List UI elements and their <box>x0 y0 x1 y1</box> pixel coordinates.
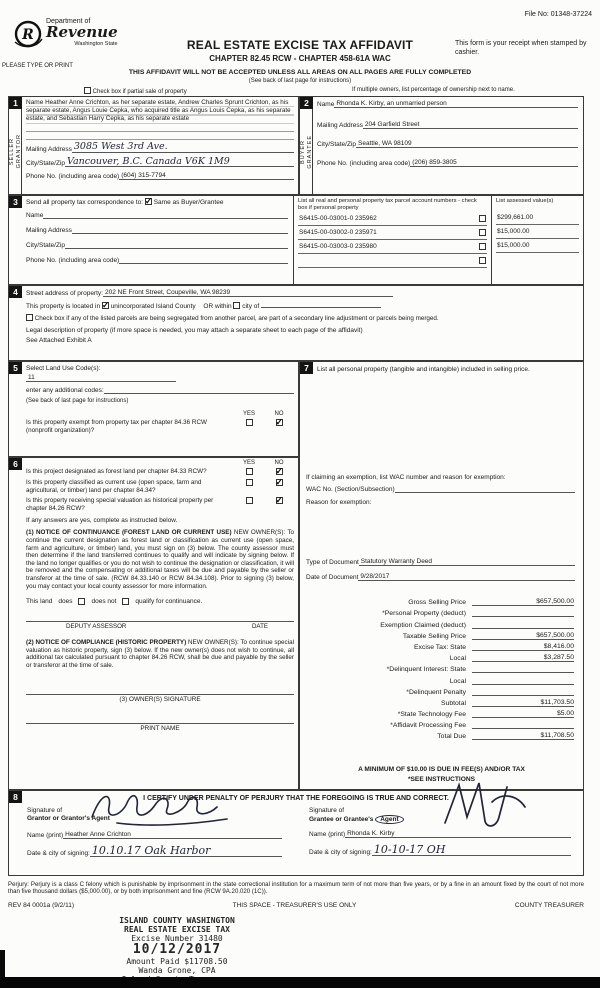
partial-sale-label: Check box if partial sale of property <box>92 89 187 95</box>
fee-value <box>472 620 574 629</box>
current-use-yes-checkbox[interactable] <box>246 479 253 486</box>
seller-name-block <box>26 99 294 140</box>
qualify-label: qualify for continuance. <box>135 598 203 606</box>
grantor-name-row <box>27 831 282 839</box>
parcel-number: S6415-00-03002-0 235971 <box>299 228 377 236</box>
grantee-agent-label: Grantee or Grantee's <box>309 816 374 823</box>
fee-value <box>472 676 574 685</box>
revenue-emblem-icon <box>12 18 44 52</box>
exempt-no-checkbox[interactable] <box>276 419 283 426</box>
corr-csz-row <box>26 241 288 249</box>
no-column-label: NO <box>274 460 284 466</box>
fee-label: Local <box>449 655 466 663</box>
fee-value <box>472 608 574 617</box>
grantee-date-row <box>309 844 571 856</box>
warning-line: THIS AFFIDAVIT WILL NOT BE ACCEPTED UNLESS ALL AREAS ON ALL PAGES ARE FULLY COMPLETED <box>128 69 472 76</box>
county-treasurer-label: COUNTY TREASURER <box>514 902 584 909</box>
fee-table <box>306 595 574 740</box>
scan-bottom-bar <box>0 977 600 988</box>
seller-mailing-value: 3085 West 3rd Ave. <box>72 142 294 153</box>
continuance-row <box>26 598 294 605</box>
section-5-number: 5 <box>9 362 22 374</box>
fee-label: *Affidavit Processing Fee <box>390 722 466 730</box>
wac-row <box>306 485 575 493</box>
perjury-statement: Perjury: Perjury is a class C felony which is punishable by imprisonment in the state correctional institution for a maximum term of not more than five years, or by a fine in an amount fixed by the court of not more than five thousand dollars ($5,000.00), or by both imprisonment and fine (RCW 9A.20.020 (1C)). <box>8 881 584 896</box>
fee-label: Excise Tax: State <box>413 643 466 651</box>
stamp-excise-number: Excise Number 31480 <box>131 934 223 943</box>
rev-form-number: REV 84 0001a (9/2/11) <box>8 902 75 909</box>
fee-row <box>306 696 574 707</box>
treasurer-stamp <box>72 916 282 984</box>
seller-phone-row <box>26 172 294 180</box>
land-use-label: Select Land Use Code(s): <box>26 365 101 372</box>
corr-phone-field[interactable] <box>119 256 288 264</box>
buyer-phone-value: (206) 859-3805 <box>410 159 578 167</box>
additional-codes-row <box>26 386 294 394</box>
city-of-field[interactable] <box>261 301 381 308</box>
forest-land-question <box>26 468 294 476</box>
buyer-phone-label: Phone No. (including area code) <box>317 160 411 167</box>
section-3-box <box>8 195 584 285</box>
does-label: does <box>58 598 73 606</box>
notice-compliance-title: (2) NOTICE OF COMPLIANCE (HISTORIC PROPERTY) <box>26 639 187 647</box>
personal-property-checkbox[interactable] <box>479 229 486 236</box>
legal-description-label: Legal description of property (if more space is needed, you may attach a separate sheet to each page of the affidavit) <box>26 327 363 334</box>
fee-row <box>306 707 574 718</box>
assessed-value-row <box>496 211 579 225</box>
current-use-no-checkbox[interactable] <box>276 479 283 486</box>
corr-mailing-row <box>26 226 288 234</box>
unincorporated-label: unincorporated Island County <box>110 303 196 310</box>
seller-grantor-strip <box>9 109 22 194</box>
dor-logo <box>12 18 118 52</box>
scan-artifact-mark <box>0 950 5 978</box>
footer-row <box>8 902 584 909</box>
fee-label: Subtotal <box>441 699 466 707</box>
svg-text:R: R <box>22 27 34 43</box>
parcel-list <box>293 196 491 284</box>
multi-owner-note: If multiple owners, list percentage of ownership next to name. <box>352 87 515 93</box>
unincorporated-checkbox[interactable] <box>102 302 109 309</box>
fee-label: *State Technology Fee <box>397 711 466 719</box>
land-use-value: 11 <box>26 374 176 382</box>
seller-name-value: Heather Anne Crichton, as her separate estate, Andrew Charles Sprunt Crichton, as his separate estate, Angus Louie Cepka, who acquired title as Angus Louis Cepka, as his separate estate, and Sebastian Harry Cepka, as his separate estate <box>26 99 291 123</box>
located-pre-label: This property is located in <box>26 303 101 310</box>
notice-continuance-body: NEW OWNER(S): To continue the current designation as forest land or classification as current use (open space, farm and agriculture, or timber) land, you must sign on (3) below. The county assessor must then determine if the land transferred continues to qualify and will indicate by signing below. If the land no longer qualifies or you do not wish to continue the designation or classification, it will be removed and the compensating or additional taxes will be due and payable by the seller or transferor at the time of sale. (RCW 84.33.140 or RCW 84.34.108). Prior to signing (3) below, you may contact your local county assessor for more information. <box>26 529 295 590</box>
see-back-note-5: (See back of last page for instructions) <box>26 398 129 404</box>
form-title: REAL ESTATE EXCISE TAX AFFIDAVIT <box>186 38 414 52</box>
corr-name-field[interactable] <box>43 211 288 219</box>
wac-field[interactable] <box>395 485 575 493</box>
corr-csz-field[interactable] <box>65 241 288 249</box>
this-land-label: This land <box>26 598 53 606</box>
notice-continuance-title: (1) NOTICE OF CONTINUANCE (FOREST LAND OR CURRENT USE) <box>26 529 232 537</box>
stamp-treasurer-name: Wanda Grone, CPA <box>138 966 216 975</box>
does-checkbox[interactable] <box>78 598 85 605</box>
buyer-phone-row <box>317 159 578 167</box>
buyer-name-label: Name <box>317 101 335 108</box>
doc-date-value: 9/28/2017 <box>358 573 575 581</box>
city-of-label: city of <box>242 303 260 310</box>
receipt-note: This form is your receipt when stamped by cashier. <box>455 40 587 56</box>
fee-row <box>306 685 574 696</box>
personal-property-checkbox[interactable] <box>479 257 486 264</box>
grantee-strip-label: GRANTEE <box>306 134 313 169</box>
correspondence-fields <box>26 198 288 264</box>
notice-compliance-para <box>26 639 294 669</box>
logo-name-text: Revenue <box>46 23 118 41</box>
seller-name-label: Name <box>26 99 44 106</box>
corr-mailing-label: Mailing Address <box>26 227 72 234</box>
fee-value <box>472 687 574 696</box>
classification-fields <box>26 460 294 732</box>
exempt-yes-checkbox[interactable] <box>246 419 253 426</box>
see-back-note: (See back of last page for instructions) <box>248 78 352 84</box>
section-8-box <box>8 790 584 876</box>
doc-type-label: Type of Document <box>306 559 359 566</box>
corr-name-label: Name <box>26 212 44 219</box>
document-block <box>306 558 575 581</box>
grantee-sig-of-label: Signature of <box>309 807 345 814</box>
legal-description-value: See Attached Exhibit A <box>26 337 92 344</box>
section-7-number: 7 <box>300 362 313 374</box>
grantee-date-label: Date & city of signing: <box>309 849 372 856</box>
form-chapter: CHAPTER 82.45 RCW - CHAPTER 458-61A WAC <box>209 54 391 63</box>
fee-row <box>306 595 574 606</box>
fee-label: Total Due <box>437 733 466 741</box>
see-instructions-note: *SEE INSTRUCTIONS <box>407 776 476 783</box>
section-7-box <box>299 361 584 790</box>
stamp-county-line: ISLAND COUNTY WASHINGTON <box>119 916 235 925</box>
grantee-name-label: Name (print) <box>309 831 346 838</box>
yes-no-header-6 <box>26 460 294 466</box>
fee-value <box>472 720 574 729</box>
assessed-values <box>491 196 583 284</box>
grantee-agent-word: Agent <box>375 815 403 824</box>
grantor-name-value: Heather Anne Crichton <box>63 831 282 839</box>
fee-value: $11,703.50 <box>472 698 574 707</box>
historic-no-checkbox[interactable] <box>276 497 283 504</box>
fee-row <box>306 617 574 628</box>
corr-mailing-field[interactable] <box>72 226 288 234</box>
section-6-number: 6 <box>9 458 22 470</box>
does-not-label: does not <box>91 598 117 606</box>
parcel-list-header: List all real and personal property tax parcel account numbers - check box if personal property <box>298 198 477 211</box>
doc-type-value: Statutory Warranty Deed <box>359 558 575 566</box>
forest-yes-checkbox[interactable] <box>246 468 253 475</box>
minimum-fee-note: A MINIMUM OF $10.00 IS DUE IN FEE(S) AND/OR TAX <box>358 766 525 773</box>
buyer-csz-value: Seattle, WA 98109 <box>356 140 578 148</box>
partial-sale-checkbox[interactable] <box>84 87 91 94</box>
parcel-number: S6415-00-03003-0 235980 <box>299 242 377 250</box>
buyer-mailing-value: 204 Garfield Street <box>363 121 578 129</box>
additional-codes-field[interactable] <box>104 386 294 394</box>
exempt-question-text: Is this property exempt from property tax per chapter 84.36 RCW (nonprofit organization)? <box>26 419 207 434</box>
deputy-assessor-label: DEPUTY ASSESSOR <box>66 623 127 631</box>
parcel-row <box>298 212 487 226</box>
question-text: Is this property receiving special valuation as historical property per chapter 84.26 RCW? <box>26 497 214 512</box>
grantee-name-row <box>309 830 571 838</box>
segregated-label: Check box if any of the listed parcels are being segregated from another parcel, are part of a secondary line adjustment or parcels being merged. <box>34 315 439 322</box>
fee-value: $657,500.00 <box>472 631 574 640</box>
corr-name-row <box>26 211 288 219</box>
parcel-row <box>298 240 487 254</box>
if-yes-note: If any answers are yes, complete as instructed below. <box>26 517 178 525</box>
assessed-header: List assessed value(s) <box>496 198 554 204</box>
forest-no-checkbox[interactable] <box>276 468 283 475</box>
seller-mailing-row <box>26 142 294 153</box>
fee-label: Local <box>449 677 466 685</box>
assessed-value-row <box>496 225 579 239</box>
yes-column-label: YES <box>242 411 255 417</box>
grantor-signature-block <box>27 807 282 857</box>
seller-phone-label: Phone No. (including area code) <box>26 173 120 180</box>
grantor-date-label: Date & city of signing: <box>27 850 90 857</box>
fee-row <box>306 729 574 740</box>
city-checkbox[interactable] <box>233 302 240 309</box>
treasurer-space-label: THIS SPACE - TREASURER'S USE ONLY <box>232 902 357 909</box>
fee-value <box>472 664 574 673</box>
buyer-name-value: Rhonda K. Kirby, an unmarried person <box>334 100 578 108</box>
seller-csz-value: Vancouver, B.C. Canada V6K 1M9 <box>65 157 294 168</box>
section-1-number: 1 <box>9 97 22 109</box>
grantor-date-value: 10.10.17 Oak Harbor <box>90 845 282 857</box>
fee-label: *Delinquent Penalty <box>406 688 466 696</box>
stamp-tax-line: REAL ESTATE EXCISE TAX <box>124 925 230 934</box>
historic-question <box>26 497 294 512</box>
fee-row <box>306 673 574 684</box>
question-text: Is this property classified as current use (open space, farm and agricultural, or timber) land per chapter 84.34? <box>26 479 202 494</box>
grantor-date-row <box>27 845 282 857</box>
section-1-seller-box <box>8 96 299 195</box>
seller-fields <box>26 99 294 180</box>
doc-type-row <box>306 558 575 566</box>
assessed-value: $299,661.00 <box>497 214 534 221</box>
fee-row <box>306 629 574 640</box>
fee-row <box>306 651 574 662</box>
grantor-agent-label: Grantor or Grantor's Agent <box>27 815 110 822</box>
exempt-question-row <box>26 419 294 434</box>
corr-phone-label: Phone No. (including area code) <box>26 257 120 264</box>
buyer-fields <box>317 100 578 167</box>
located-in-row <box>26 301 575 310</box>
assessed-value-row <box>496 239 579 253</box>
grantee-agent-row <box>309 815 571 824</box>
notice-compliance-body: NEW OWNER(S): To continue special valuation as historic property, sign (3) below. If the new owner(s) does not wish to continue, all additional tax calculated pursuant to chapter 84.26 RCW, shall be due and payable by the seller or transferor at the time of sale. <box>26 639 294 669</box>
stamp-amount-paid: Amount Paid $11708.50 <box>126 957 228 966</box>
fee-value: $3,287.50 <box>472 653 574 662</box>
buyer-mailing-label: Mailing Address <box>317 122 363 129</box>
personal-property-label: List all personal property (tangible and intangible) included in selling price. <box>317 366 530 373</box>
certify-statement: I CERTIFY UNDER PENALTY OF PERJURY THAT THE FOREGOING IS TRUE AND CORRECT. <box>143 795 449 802</box>
property-address-fields <box>26 289 575 344</box>
section-6-box <box>8 457 299 790</box>
grantee-signature-block <box>309 807 571 856</box>
doc-date-row <box>306 573 575 581</box>
same-as-buyer-label: Same as Buyer/Grantee <box>153 199 224 206</box>
section-4-box <box>8 285 584 361</box>
section-5-box <box>8 361 299 457</box>
street-address-row <box>26 289 575 297</box>
assessed-value: $15,000.00 <box>497 228 530 235</box>
same-as-buyer-checkbox[interactable] <box>145 198 152 205</box>
grantor-strip-label: GRANTOR <box>15 134 22 169</box>
section-2-buyer-box <box>299 96 584 195</box>
fee-value: $11,708.50 <box>472 731 574 740</box>
exemption-label: If claiming an exemption, list WAC number and reason for exemption: <box>306 474 506 481</box>
corr-phone-row <box>26 256 288 264</box>
fee-row <box>306 606 574 617</box>
seller-phone-value: (604) 315-7794 <box>119 172 294 180</box>
partial-sale-row <box>84 87 187 95</box>
no-column-label: NO <box>274 411 284 417</box>
print-name-label: PRINT NAME <box>140 724 180 732</box>
correspondence-row <box>26 198 288 206</box>
seller-strip-label: SELLER <box>8 137 15 166</box>
land-use-fields <box>26 365 294 434</box>
seller-csz-row <box>26 157 294 168</box>
seller-csz-label: City/State/Zip <box>26 160 66 167</box>
owner-signature-label: (3) OWNER(S) SIGNATURE <box>119 695 201 703</box>
segregated-checkbox[interactable] <box>26 314 33 321</box>
fee-label: Exemption Claimed (deduct) <box>380 621 466 629</box>
yes-column-label: YES <box>242 460 255 466</box>
personal-property-checkbox[interactable] <box>479 215 486 222</box>
buyer-csz-row <box>317 140 578 148</box>
parcel-row <box>298 254 487 268</box>
seller-mailing-label: Mailing Address <box>26 145 72 153</box>
section-2-number: 2 <box>300 97 313 109</box>
question-text: Is this project designated as forest land per chapter 84.33 RCW? <box>26 468 207 475</box>
or-within-label: OR within <box>203 303 232 310</box>
grantee-date-value: 10-10-17 OH <box>372 844 571 856</box>
send-correspondence-label: Send all property tax correspondence to: <box>26 199 144 206</box>
exemption-block <box>306 474 575 506</box>
does-not-checkbox[interactable] <box>122 598 129 605</box>
stamp-date: 10/12/2017 <box>132 942 222 957</box>
grantor-sig-of-label: Signature of <box>27 807 63 814</box>
wac-label: WAC No. (Section/Subsection) <box>306 486 395 493</box>
fee-value: $8,416.00 <box>472 642 574 651</box>
reason-label: Reason for exemption: <box>306 499 372 506</box>
logo-dept-text: Department of <box>46 18 91 25</box>
fee-row <box>306 662 574 673</box>
grantee-name-value: Rhonda K. Kirby <box>345 830 571 838</box>
section-3-number: 3 <box>9 196 22 208</box>
grantor-name-label: Name (print) <box>27 832 64 839</box>
logo-sub-text: Washington State <box>74 41 118 47</box>
date-label: DATE <box>251 623 268 631</box>
section-4-number: 4 <box>9 286 22 298</box>
section-8-number: 8 <box>9 791 22 803</box>
corr-csz-label: City/State/Zip <box>26 242 66 249</box>
parcel-number: S6415-00-03001-0 235962 <box>299 214 377 222</box>
yes-no-header-5 <box>26 411 294 417</box>
doc-date-label: Date of Document <box>306 574 359 581</box>
deputy-assessor-labels <box>26 622 294 630</box>
buyer-name-row <box>317 100 578 108</box>
fee-row <box>306 640 574 651</box>
fee-value: $657,500.00 <box>472 597 574 606</box>
please-type-label: PLEASE TYPE OR PRINT <box>2 63 73 69</box>
parcel-row <box>298 226 487 240</box>
buyer-csz-label: City/State/Zip <box>317 141 357 148</box>
fee-label: Taxable Selling Price <box>402 632 466 640</box>
current-use-question <box>26 479 294 494</box>
personal-property-checkbox[interactable] <box>479 243 486 250</box>
buyer-grantee-strip <box>300 109 313 194</box>
buyer-strip-label: BUYER <box>299 139 306 164</box>
fee-label: *Personal Property (deduct) <box>382 610 466 618</box>
assessed-value: $15,000.00 <box>497 242 530 249</box>
segregated-row <box>26 314 575 322</box>
fee-label: Gross Selling Price <box>408 599 466 607</box>
fee-label: *Delinquent Interest: State <box>386 666 466 674</box>
fee-value: $5.00 <box>472 709 574 718</box>
fee-row <box>306 718 574 729</box>
file-number: File No: 01348-37224 <box>524 11 592 18</box>
street-address-value: 202 NE Front Street, Coupeville, WA 98239 <box>103 289 393 297</box>
street-address-label: Street address of property: <box>26 290 103 297</box>
additional-codes-label: enter any additional codes: <box>26 387 104 394</box>
buyer-mailing-row <box>317 121 578 129</box>
notice-continuance-para <box>26 529 294 590</box>
historic-yes-checkbox[interactable] <box>246 497 253 504</box>
